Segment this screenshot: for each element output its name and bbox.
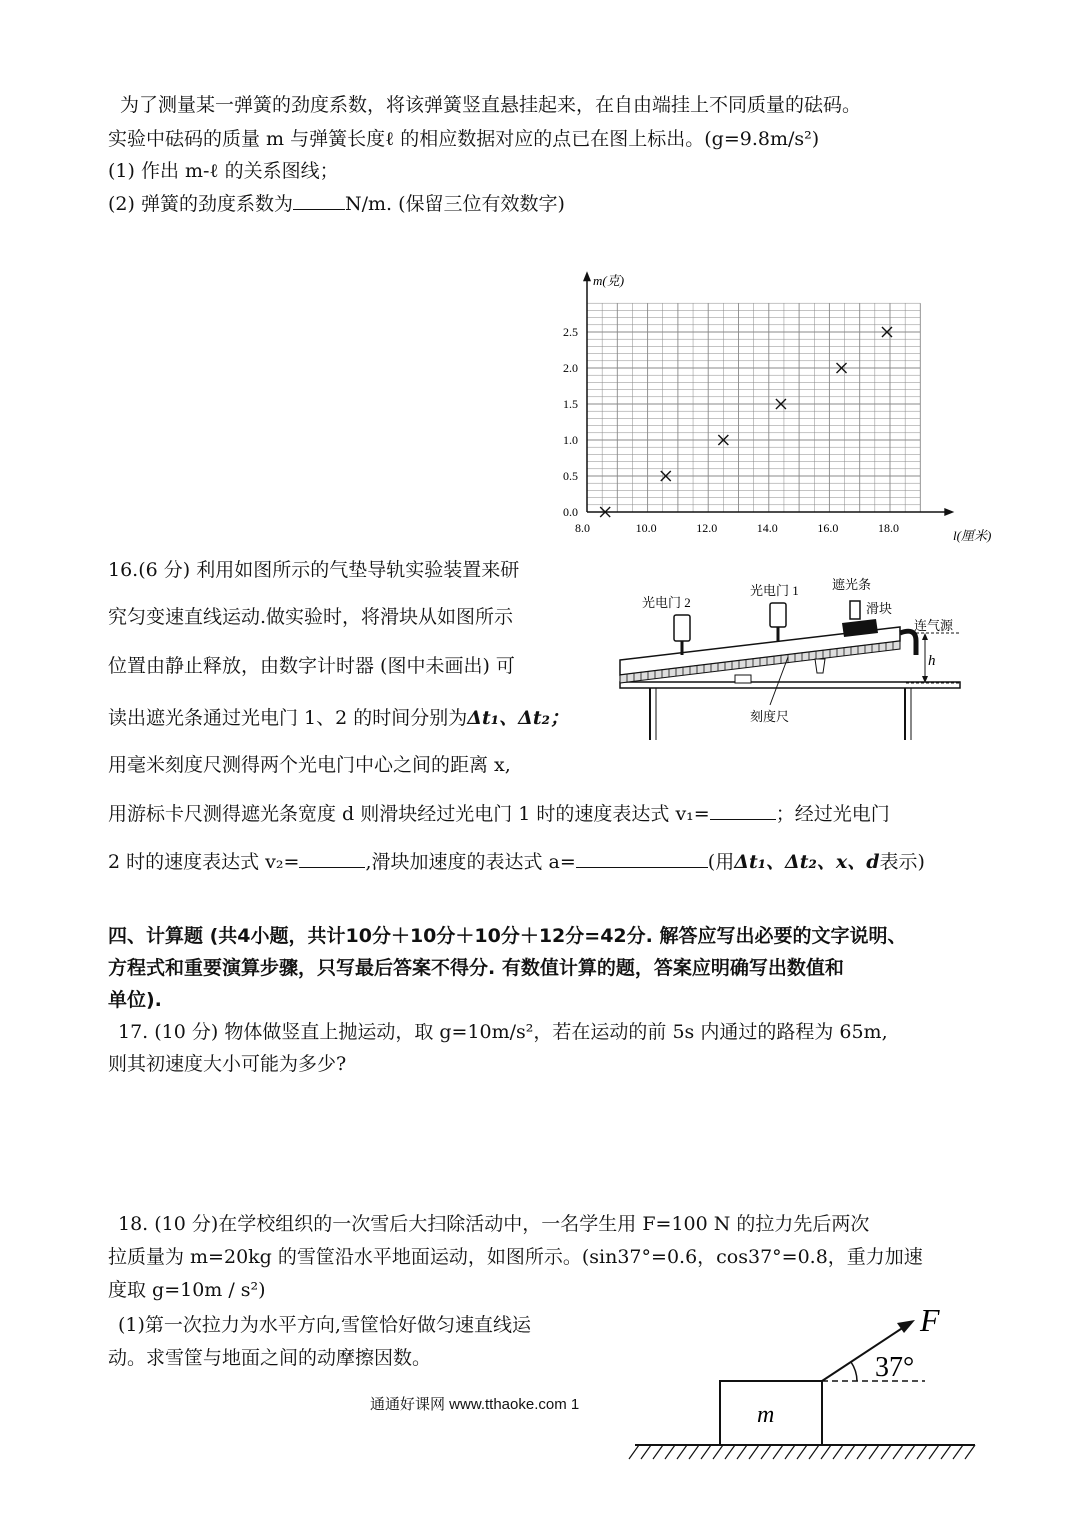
hatch-line bbox=[965, 1445, 975, 1459]
q15-part2 bbox=[108, 189, 565, 219]
q16-line4 bbox=[108, 703, 569, 733]
q16-line7-a: ,滑块加速度的表达式 a= bbox=[365, 851, 576, 873]
q16-line1: 16.(6 分) 利用如图所示的气垫导轨实验装置来研 bbox=[108, 559, 520, 581]
section4-line1: 四、计算题 (共4小题，共计10分＋10分＋10分＋12分=42分. 解答应写出必要的文字说明、 bbox=[108, 925, 907, 947]
y-tick-label: 1.0 bbox=[563, 433, 578, 447]
q16-line7-v2: 2 时的速度表达式 v₂= bbox=[108, 851, 300, 873]
chart-ticks bbox=[563, 325, 899, 535]
q18-line1: 18. (10 分)在学校组织的一次雪后大扫除活动中，一名学生用 F=100 N 的拉力先后两次 bbox=[118, 1213, 870, 1235]
label-slider: 滑块 bbox=[866, 601, 893, 616]
q16-line4-symbols: Δt₁、Δt₂； bbox=[467, 707, 569, 729]
y-tick-label: 2.5 bbox=[563, 325, 578, 339]
x-tick-label: 12.0 bbox=[696, 521, 718, 535]
q16-line2: 究匀变速直线运动.做实验时，将滑块从如图所示 bbox=[108, 606, 514, 628]
hatch-line bbox=[953, 1445, 963, 1459]
hatch-line bbox=[725, 1445, 735, 1459]
q15-part2-text: (2) 弹簧的劲度系数为 bbox=[108, 193, 293, 215]
q16-line5: 用毫米刻度尺测得两个光电门中心之间的距离 x, bbox=[108, 754, 511, 776]
label-ruler: 刻度尺 bbox=[750, 709, 790, 724]
q16-line7-tail: 表示) bbox=[879, 851, 925, 873]
answer-blank-k bbox=[293, 189, 345, 210]
hatch-line bbox=[929, 1445, 939, 1459]
label-gate2: 光电门 2 bbox=[642, 595, 691, 610]
hatch-line bbox=[713, 1445, 723, 1459]
label-air: 连气源 bbox=[914, 618, 954, 633]
hatch-line bbox=[653, 1445, 663, 1459]
shading-strip bbox=[850, 601, 860, 619]
label-force: F bbox=[920, 1302, 940, 1338]
answer-blank-v1 bbox=[710, 799, 776, 820]
hatch-line bbox=[881, 1445, 891, 1459]
x-tick-label: 14.0 bbox=[756, 521, 778, 535]
hatch-line bbox=[701, 1445, 711, 1459]
hatch-line bbox=[809, 1445, 819, 1459]
label-angle: 37° bbox=[875, 1352, 915, 1383]
x-tick-label: 10.0 bbox=[635, 521, 657, 535]
tilted-track bbox=[620, 627, 900, 683]
y-tick-label: 0.0 bbox=[563, 505, 578, 519]
support-screw bbox=[815, 659, 825, 673]
hatch-line bbox=[629, 1445, 639, 1459]
hatch-line bbox=[893, 1445, 903, 1459]
hatch-line bbox=[665, 1445, 675, 1459]
x-tick-label: 8.0 bbox=[575, 521, 590, 535]
y-axis-arrow bbox=[583, 271, 591, 281]
q18-line4: (1)第一次拉力为水平方向,雪筐恰好做匀速直线运 bbox=[118, 1314, 531, 1336]
x-axis-arrow bbox=[944, 508, 954, 516]
x-axis-label: l(厘米) bbox=[953, 528, 992, 543]
support-block bbox=[735, 675, 751, 683]
answer-blank-v2 bbox=[299, 847, 365, 868]
q16-line7-symbols: Δt₁、Δt₂、x、d bbox=[734, 851, 880, 873]
footer-text: 通通好课网 www.tthaoke.com 1 bbox=[370, 1396, 580, 1413]
y-tick-label: 1.5 bbox=[563, 397, 578, 411]
q16-line6-text: 用游标卡尺测得遮光条宽度 d 则滑块经过光电门 1 时的速度表达式 v₁= bbox=[108, 803, 710, 825]
label-mass: m bbox=[757, 1402, 775, 1428]
answer-blank-a bbox=[576, 847, 708, 868]
label-h: h bbox=[928, 653, 936, 669]
x-tick-label: 18.0 bbox=[878, 521, 899, 535]
hatch-line bbox=[677, 1445, 687, 1459]
hatch-line bbox=[785, 1445, 795, 1459]
label-gate1: 光电门 1 bbox=[750, 583, 799, 598]
hatch-line bbox=[917, 1445, 927, 1459]
q18-line3: 度取 g=10m / s²) bbox=[108, 1279, 266, 1301]
hatch-line bbox=[749, 1445, 759, 1459]
hatch-line bbox=[869, 1445, 879, 1459]
hatch-line bbox=[737, 1445, 747, 1459]
air-track-figure bbox=[610, 575, 970, 745]
q15-part1: (1) 作出 m-ℓ 的关系图线； bbox=[108, 160, 339, 182]
photogate-1 bbox=[770, 603, 786, 627]
hatch-line bbox=[821, 1445, 831, 1459]
y-tick-label: 2.0 bbox=[563, 361, 578, 375]
section4-line2: 方程式和重要演算步骤，只写最后答案不得分. 有数值计算的题，答案应明确写出数值和 bbox=[108, 957, 844, 979]
x-tick-label: 16.0 bbox=[817, 521, 839, 535]
q16-line4-text: 读出遮光条通过光电门 1、2 的时间分别为 bbox=[108, 707, 468, 729]
q16-line3: 位置由静止释放，由数字计时器 (图中未画出) 可 bbox=[108, 655, 515, 677]
q17-line2: 则其初速度大小可能为多少? bbox=[108, 1053, 347, 1075]
q16-line6-tail: ；经过光电门 bbox=[775, 803, 890, 825]
q15-part2-unit: N/m. (保留三位有效数字) bbox=[344, 193, 565, 215]
q16-line7 bbox=[108, 847, 925, 877]
q16-line7-use: (用 bbox=[707, 851, 735, 873]
label-shade: 遮光条 bbox=[832, 577, 872, 592]
sled-figure bbox=[625, 1295, 985, 1480]
m-l-chart bbox=[545, 265, 992, 555]
q15-line2: 实验中砝码的质量 m 与弹簧长度ℓ 的相应数据对应的点已在图上标出。(g=9.8m/s²) bbox=[108, 128, 820, 150]
hatch-line bbox=[905, 1445, 915, 1459]
force-arrowhead bbox=[897, 1320, 915, 1333]
y-tick-label: 0.5 bbox=[563, 469, 578, 483]
ground-hatch bbox=[629, 1445, 975, 1459]
hatch-line bbox=[857, 1445, 867, 1459]
hatch-line bbox=[689, 1445, 699, 1459]
section4-line3: 单位). bbox=[108, 989, 162, 1011]
hatch-line bbox=[845, 1445, 855, 1459]
q18-line5: 动。求雪筐与地面之间的动摩擦因数。 bbox=[108, 1347, 432, 1369]
q16-line6 bbox=[108, 799, 890, 829]
q15-line1: 为了测量某一弹簧的劲度系数，将该弹簧竖直悬挂起来，在自由端挂上不同质量的砝码。 bbox=[120, 94, 862, 116]
hatch-line bbox=[641, 1445, 651, 1459]
q18-line2: 拉质量为 m=20kg 的雪筐沿水平地面运动，如图所示。(sin37°=0.6，cos37°=0.8，重力加速 bbox=[108, 1246, 923, 1268]
hatch-line bbox=[833, 1445, 843, 1459]
hatch-line bbox=[797, 1445, 807, 1459]
chart-grid bbox=[587, 303, 920, 512]
hatch-line bbox=[761, 1445, 771, 1459]
photogate-2 bbox=[674, 615, 690, 641]
hatch-line bbox=[773, 1445, 783, 1459]
angle-arc bbox=[851, 1362, 857, 1381]
chart-points bbox=[600, 327, 892, 517]
hatch-line bbox=[941, 1445, 951, 1459]
q17-line1: 17. (10 分) 物体做竖直上抛运动，取 g=10m/s²，若在运动的前 5s 内通过的路程为 65m, bbox=[118, 1021, 888, 1043]
air-hose bbox=[900, 631, 916, 655]
y-axis-label: m(克) bbox=[593, 273, 625, 288]
